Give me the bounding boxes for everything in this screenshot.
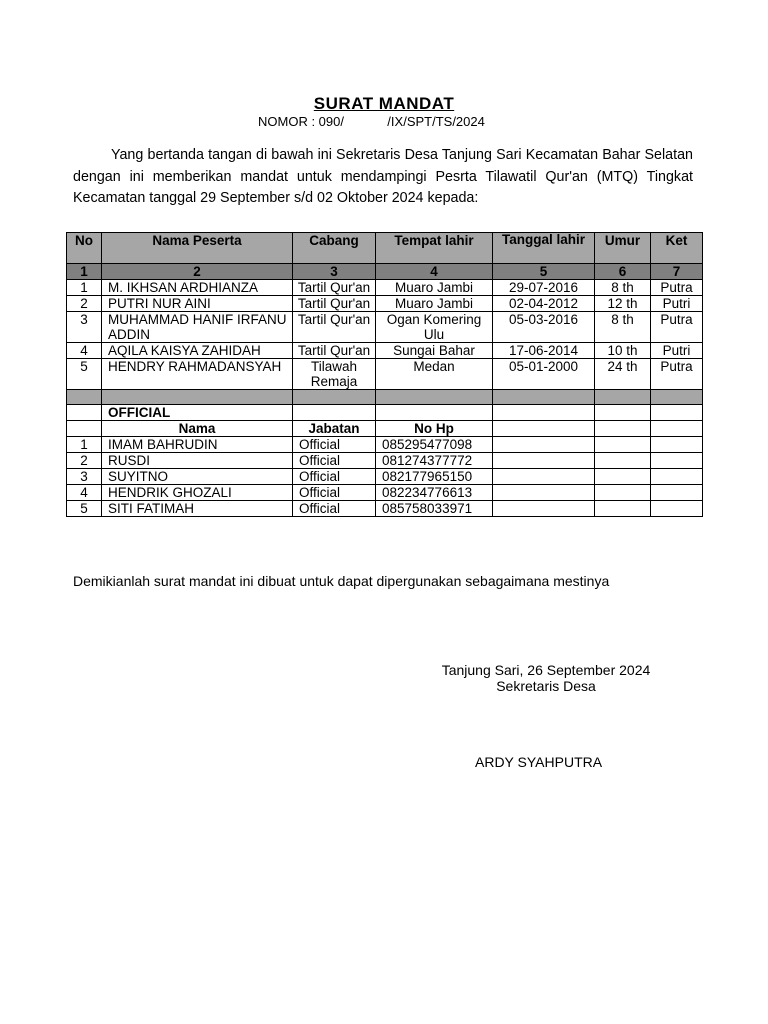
signature-block [420,662,672,694]
participant-birthplace: Muaro Jambi [376,296,493,312]
participant-name: HENDRY RAHMADANSYAH [102,359,293,390]
empty-cell [493,453,595,469]
separator-cell [376,390,493,405]
official-row [67,469,703,485]
participant-birthdate: 17-06-2014 [493,343,595,359]
participant-no: 5 [67,359,102,390]
participant-age: 12 th [595,296,651,312]
participant-birthdate: 05-03-2016 [493,312,595,343]
empty-cell [493,421,595,437]
official-no: 5 [67,501,102,517]
table-header-row [67,233,703,264]
col-number: 6 [595,264,651,280]
official-row [67,437,703,453]
header-nama-peserta: Nama Peserta [102,233,293,264]
official-position: Official [293,485,376,501]
empty-cell [595,501,651,517]
empty-cell [293,405,376,421]
official-header-jabatan: Jabatan [293,421,376,437]
participant-no: 3 [67,312,102,343]
official-no: 3 [67,469,102,485]
empty-cell [651,437,703,453]
official-position: Official [293,501,376,517]
participant-name: MUHAMMAD HANIF IRFANU ADDIN [102,312,293,343]
separator-row [67,390,703,405]
col-number: 7 [651,264,703,280]
participant-birthdate: 02-04-2012 [493,296,595,312]
participant-row [67,312,703,343]
separator-cell [102,390,293,405]
official-row [67,501,703,517]
empty-cell [651,485,703,501]
official-name: SUYITNO [102,469,293,485]
empty-cell [595,453,651,469]
participant-branch: Tilawah Remaja [293,359,376,390]
col-number: 1 [67,264,102,280]
participant-no: 2 [67,296,102,312]
participant-birthplace: Muaro Jambi [376,280,493,296]
empty-cell [67,405,102,421]
closing-statement: Demikianlah surat mandat ini dibuat untuk dapat dipergunakan sebagaimana mestinya [73,573,610,589]
empty-cell [595,405,651,421]
official-name: IMAM BAHRUDIN [102,437,293,453]
separator-cell [651,390,703,405]
empty-cell [651,501,703,517]
separator-cell [493,390,595,405]
official-name: HENDRIK GHOZALI [102,485,293,501]
official-header-row [67,421,703,437]
separator-cell [67,390,102,405]
official-name: SITI FATIMAH [102,501,293,517]
empty-cell [493,437,595,453]
empty-cell [493,469,595,485]
empty-cell [595,485,651,501]
participant-note: Putra [651,359,703,390]
participant-note: Putri [651,296,703,312]
participant-branch: Tartil Qur'an [293,280,376,296]
intro-paragraph: Yang bertanda tangan di bawah ini Sekretaris Desa Tanjung Sari Kecamatan Bahar Selatan dengan ini memberikan mandat untuk mendampingi Pesrta Tilawatil Qur'an (MTQ) Tingkat Kecamatan tanggal 29 September s/d 02 Oktober 2024 kepada: [73,147,693,206]
empty-cell [651,421,703,437]
empty-cell [595,437,651,453]
column-number-row [67,264,703,280]
participant-birthplace: Ogan Komering Ulu [376,312,493,343]
empty-cell [595,469,651,485]
official-row [67,485,703,501]
empty-cell [651,469,703,485]
document-title: SURAT MANDAT [313,94,455,113]
document-number: NOMOR : 090/ /IX/SPT/TS/2024 [258,114,485,129]
official-phone: 082234776613 [376,485,493,501]
participant-note: Putra [651,312,703,343]
official-position: Official [293,469,376,485]
col-number: 2 [102,264,293,280]
participant-age: 10 th [595,343,651,359]
participant-no: 1 [67,280,102,296]
mandate-table [66,232,703,517]
participant-birthplace: Medan [376,359,493,390]
empty-cell [493,501,595,517]
header-tanggal-lahir: Tanggal lahir [493,233,595,264]
official-header-nohp: No Hp [376,421,493,437]
empty-cell [493,405,595,421]
col-number: 4 [376,264,493,280]
official-phone: 085295477098 [376,437,493,453]
participant-name: PUTRI NUR AINI [102,296,293,312]
separator-cell [293,390,376,405]
participant-note: Putri [651,343,703,359]
participant-branch: Tartil Qur'an [293,343,376,359]
header-umur: Umur [595,233,651,264]
official-label-row [67,405,703,421]
participant-age: 24 th [595,359,651,390]
participant-row [67,359,703,390]
separator-cell [595,390,651,405]
official-no: 1 [67,437,102,453]
header-tempat-lahir: Tempat lahir [376,233,493,264]
participant-name: AQILA KAISYA ZAHIDAH [102,343,293,359]
header-ket: Ket [651,233,703,264]
empty-cell [67,421,102,437]
header-cabang: Cabang [293,233,376,264]
col-number: 5 [493,264,595,280]
empty-cell [651,453,703,469]
participant-birthdate: 29-07-2016 [493,280,595,296]
participant-no: 4 [67,343,102,359]
official-position: Official [293,453,376,469]
col-number: 3 [293,264,376,280]
place-date: Tanjung Sari, 26 September 2024 [441,662,651,678]
participant-branch: Tartil Qur'an [293,312,376,343]
document-title-wrap [0,94,768,114]
participant-row [67,343,703,359]
participant-row [67,296,703,312]
header-no: No [67,233,102,264]
empty-cell [493,485,595,501]
official-phone: 081274377772 [376,453,493,469]
official-row [67,453,703,469]
empty-cell [651,405,703,421]
empty-cell [376,405,493,421]
participant-birthdate: 05-01-2000 [493,359,595,390]
official-name: RUSDI [102,453,293,469]
signer-name: ARDY SYAHPUTRA [475,754,603,770]
official-phone: 082177965150 [376,469,493,485]
official-position: Official [293,437,376,453]
participant-row [67,280,703,296]
participant-branch: Tartil Qur'an [293,296,376,312]
official-phone: 085758033971 [376,501,493,517]
participant-name: M. IKHSAN ARDHIANZA [102,280,293,296]
signer-position: Sekretaris Desa [496,678,596,694]
participant-age: 8 th [595,280,651,296]
participant-note: Putra [651,280,703,296]
empty-cell [595,421,651,437]
participant-birthplace: Sungai Bahar [376,343,493,359]
participant-age: 8 th [595,312,651,343]
official-section-label: OFFICIAL [102,405,293,421]
official-header-nama: Nama [102,421,293,437]
official-no: 2 [67,453,102,469]
official-no: 4 [67,485,102,501]
